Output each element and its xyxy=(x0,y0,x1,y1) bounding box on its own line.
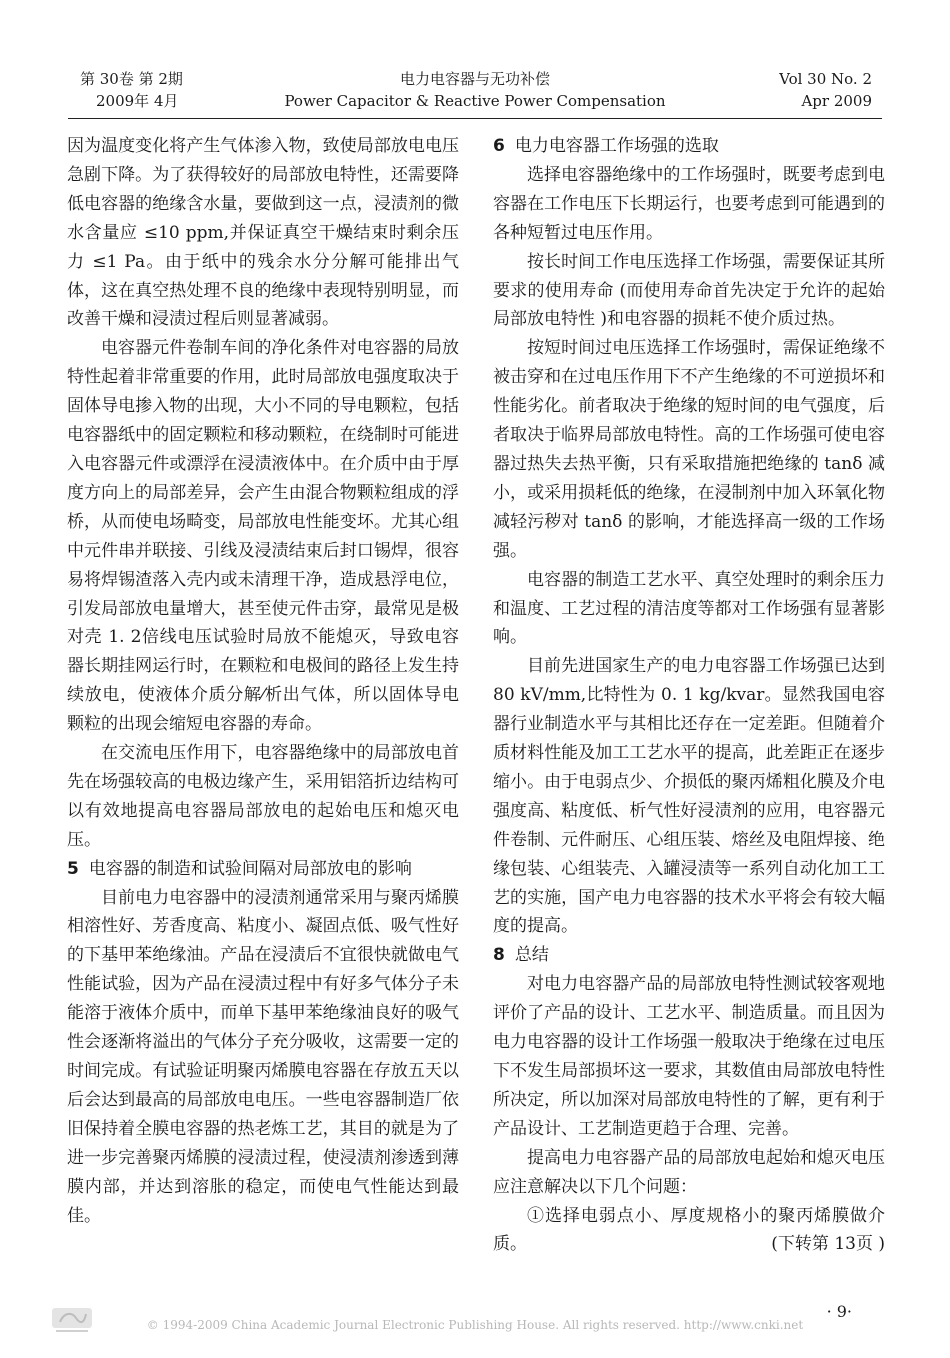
paragraph: 因为温度变化将产生气体渗入物，致使局部放电电压急剧下降。为了获得较好的局部放电特性，还需要降低电容器的绝缘含水量，要做到这一点，浸渍剂的微水含量应 ≤10 ppm,并保证真空干燥结束时剩余压力 ≤1 Pa。由于纸中的残余水分分解可能排出气体，这在真空热处理不良的绝缘中表现特别明显，而改善干燥和浸渍过程后则显著减弱。 xyxy=(67,136,459,330)
copyright-footer: © 1994-2009 China Academic Journal Electronic Publishing House. All rights reserved. http://www.cnki.net xyxy=(146,1318,804,1332)
paragraph: 在交流电压作用下，电容器绝缘中的局部放电首先在场强较高的电极边缘产生，采用铝箔折边结构可以有效地提高电容器局部放电的起始电压和熄灭电压。 xyxy=(67,743,459,850)
section-number: 6 xyxy=(493,136,505,156)
journal-title-cn: 电力电容器与无功补偿 xyxy=(399,70,550,88)
section-title: 总结 xyxy=(514,945,549,966)
date-cn: 2009年 4月 xyxy=(96,92,179,110)
paragraph: 按短时间过电压选择工作场强时，需保证绝缘不被击穿和在过电压作用下不产生绝缘的不可逆损坏和性能劣化。前者取决于绝缘的短时间的电气强度，后者取决于临界局部放电特性。高的工作场强可使电容器过热失去热平衡，只有采取措施把绝缘的 tanδ 减小，或采用损耗低的绝缘，在浸制剂中加入环氧化物减轻污秽对 tanδ 的影响，才能选择高一级的工作场强。 xyxy=(493,338,885,561)
section-number: 5 xyxy=(67,858,79,879)
section-title: 电容器的制造和试验间隔对局部放电的影响 xyxy=(88,858,412,879)
continued-note: (下转第 13页 ) xyxy=(771,1234,885,1255)
header-divider xyxy=(68,118,882,119)
paragraph: 按长时间工作电压选择工作场强，需要保证其所要求的使用寿命 (而使用寿命首先决定于允许的起始局部放电特性 )和电容器的损耗不使介质过热。 xyxy=(493,251,885,330)
paragraph: 电容器元件卷制车间的净化条件对电容器的局放特性起着非常重要的作用，此时局部放电强度取决于固体导电掺入物的出现，大小不同的导电颗粒，包括电容器纸中的固定颗粒和移动颗粒，在绕制时可能进入电容器元件或漂浮在浸渍液体中。在介质中由于厚度方向上的局部差异，会产生由混合物颗粒组成的浮桥，从而使电场畸变，局部放电性能变坏。尤其心组中元件串并联接、引线及浸渍结束后封口锡焊，很容易将焊锡渣落入壳内或未清理干净，造成悬浮电位，引发局部放电量增大，甚至使元件击穿，最常见是极对壳 1. 2倍线电压试验时局放不能熄灭，导致电容器长期挂网运行时，在颗粒和电极间的路径上发生持续放电，使液体介质分解⁄析出气体，所以固体导电颗粒的出现会缩短电容器的寿命。 xyxy=(67,338,459,735)
section-number: 8 xyxy=(493,945,505,966)
paragraph: 对电力电容器产品的局部放电特性测试较客观地评价了产品的设计、工艺水平、制造质量。而且因为电力电容器的设计工作场强一般取决于绝缘在过电压下不发生局部损坏这一要求，其数值由局部放电特性所决定，所以加深对局部放电特性的了解，更有利于产品设计、工艺制造更趋于合理、完善。 xyxy=(493,974,885,1139)
volume-issue: 第 30卷 第 2期 xyxy=(80,70,183,88)
left-column xyxy=(67,132,459,1230)
section-heading-5 xyxy=(67,855,459,884)
section-title: 电力电容器工作场强的选取 xyxy=(514,136,719,156)
journal-title-en: Power Capacitor & Reactive Power Compensation xyxy=(284,92,666,110)
paragraph: 电容器的制造工艺水平、真空处理时的剩余压力和温度、工艺过程的清洁度等都对工作场强有显著影响。 xyxy=(493,569,885,648)
volume-en: Vol 30 No. 2 xyxy=(779,70,872,88)
date-en: Apr 2009 xyxy=(801,92,872,110)
paragraph: 目前先进国家生产的电力电容器工作场强已达到 80 kV/mm,比特性为 0. 1 kg/kvar。显然我国电容器行业制造水平与其相比还存在一定差距。但随着介质材料性能及加工工艺水平的提高，此差距正在逐步缩小。由于电弱点少、介损低的聚丙烯粗化膜及介电强度高、粘度低、析气性好浸渍剂的应用，电容器元件卷制、元件耐压、心组压装、熔丝及电阻焊接、绝缘包装、心组装壳、入罐浸渍等一系列自动化加工工艺的实施，国产电力电容器的技术水平将会有较大幅度的提高。 xyxy=(493,656,885,937)
section-heading-8 xyxy=(493,941,885,970)
list-item-text: ①选择电弱点小、厚度规格小的聚丙烯膜做介质。 xyxy=(493,1205,885,1255)
paragraph: 选择电容器绝缘中的工作场强时，既要考虑到电容器在工作电压下长期运行，也要考虑到可能遇到的各种短暂过电压作用。 xyxy=(493,164,885,243)
right-column xyxy=(493,132,885,1259)
page-number: · 9· xyxy=(826,1302,852,1321)
paragraph: 提高电力电容器产品的局部放电起始和熄灭电压应注意解决以下几个问题： xyxy=(493,1147,885,1197)
header-right xyxy=(779,68,872,112)
paragraph xyxy=(493,1202,885,1260)
section-heading-6 xyxy=(493,132,885,161)
paragraph: 目前电力电容器中的浸渍剂通常采用与聚丙烯膜相溶性好、芳香度高、粘度小、凝固点低、吸气性好的下基甲苯绝缘油。产品在浸渍后不宜很快就做电气性能试验，因为产品在浸渍过程中有好多气体分子未能溶于液体介质中，而单下基甲苯绝缘油良好的吸气性会逐渐将溢出的气体分子充分吸收，这需要一定的时间完成。有试验证明聚丙烯膜电容器在存放五天以后会达到最高的局部放电电压。一些电容器制造厂依旧保持着全膜电容器的热老炼工艺，其目的就是为了进一步完善聚丙烯膜的浸渍过程，使浸渍剂渗透到薄膜内部，并达到溶胀的稳定，而使电气性能达到最佳。 xyxy=(67,887,459,1226)
